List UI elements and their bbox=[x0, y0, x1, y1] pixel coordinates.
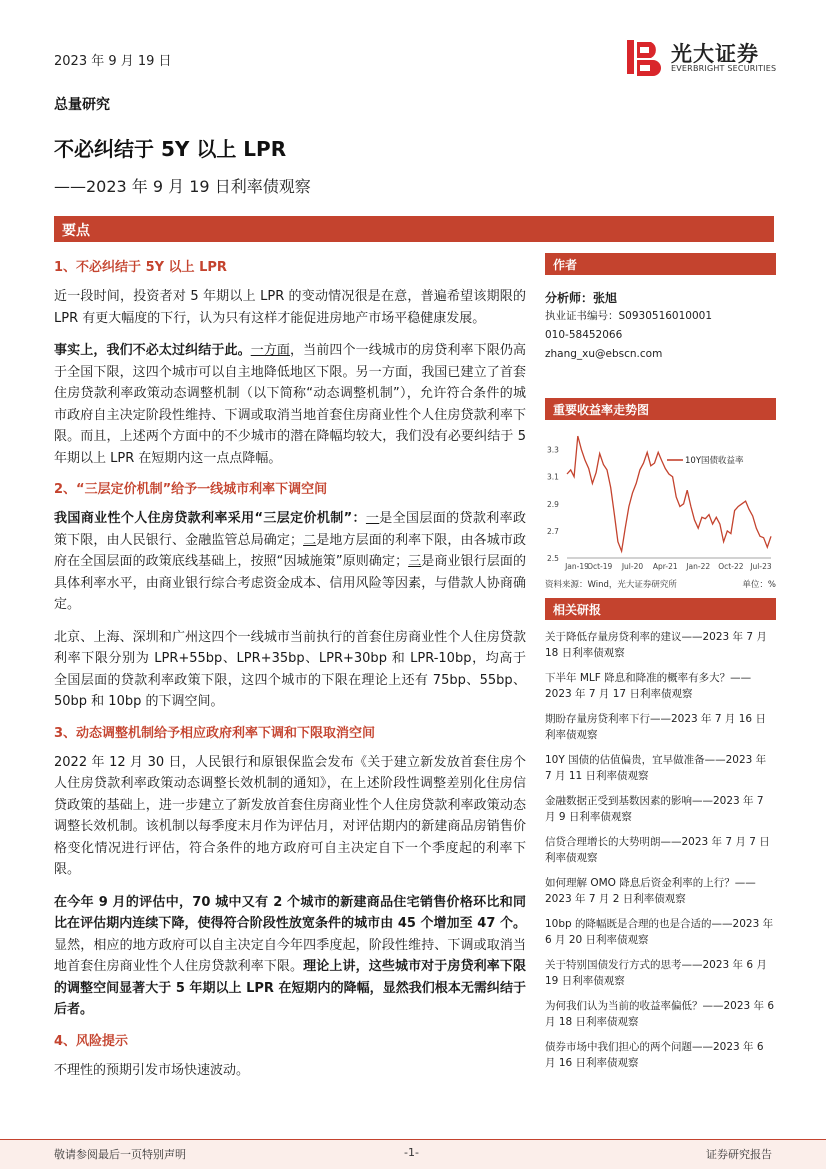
series-line-10y bbox=[567, 436, 771, 551]
related-report-link[interactable]: 金融数据正受到基数因素的影响——2023 年 7 月 9 日利率债观察 bbox=[545, 795, 764, 823]
text-run: 2022 年 12 月 30 日，人民银行和原银保监会发布《关于建立新发放首套住房个人住房贷款利率政策动态调整长效机制的通知》，在上述阶段性调整差别化住房信贷政策的基础上，进一步建立了新发放首套住房商业性个人住房贷款利率政策动态调整长效机制。该机制以每季度末月作为评估月，对评估期内的新建商品房销售价格变化情况进行评估，符合条件的地方政府可自主决定自下一个季度起的利率下限。 bbox=[54, 754, 526, 877]
related-report-link[interactable]: 信贷合理增长的大势明朗——2023 年 7 月 7 日利率债观察 bbox=[545, 836, 770, 864]
footer-disclaimer: 敬请参阅最后一页特别声明 bbox=[54, 1148, 186, 1161]
chart-source: 资料来源：Wind，光大证券研究所 bbox=[545, 580, 677, 590]
body-paragraph bbox=[54, 508, 526, 616]
company-logo bbox=[625, 38, 785, 78]
y-tick-label: 3.3 bbox=[547, 445, 559, 455]
body-paragraph bbox=[54, 752, 526, 881]
x-tick-label: Jan-19 bbox=[565, 562, 589, 571]
report-date: 2023 年 9 月 19 日 bbox=[54, 54, 172, 69]
x-tick-label: Oct-22 bbox=[718, 562, 744, 571]
y-tick-label: 2.5 bbox=[547, 554, 559, 563]
main-content bbox=[54, 258, 526, 1092]
related-report-link[interactable]: 关于降低存量房贷利率的建议——2023 年 7 月 18 日利率债观察 bbox=[545, 631, 767, 659]
underlined-text: 三 bbox=[408, 554, 422, 569]
page-number: -1- bbox=[404, 1146, 419, 1159]
underlined-text: 一 bbox=[365, 511, 380, 526]
y-tick-label: 2.7 bbox=[547, 526, 559, 536]
related-report-link[interactable]: 如何理解 OMO 降息后资金利率的上行？——2023 年 7 月 2 日利率债观察 bbox=[545, 877, 756, 905]
text-run: ，当前四个一线城市的房贷利率下限仍高于全国下限，这四个城市可以自主地降低地区下限。另一方面，我国已建立了首套住房贷款利率政策动态调整机制（以下简称“动态调整机制”），允许符合条件的城市政府自主决定阶段性维持、下调或取消当地首套住房商业性个人住房贷款利率下限。而且，上述两个方面中的不少城市的潜在降幅均较大，我们没有必要纠结于 5 年期以上 LPR 在短期内这一点点降幅。 bbox=[54, 343, 526, 466]
chart-area bbox=[545, 420, 776, 595]
yield-chart-panel bbox=[545, 398, 776, 595]
related-report-link[interactable]: 关于特别国债发行方式的思考——2023 年 6 月 19 日利率债观察 bbox=[545, 959, 767, 987]
text-run: 显然，相应的地方政府可以自主决定自今年四季度起，阶段性维持、下调或取消当地首套住房商业性个人住房贷款利率下限。 bbox=[54, 937, 526, 974]
body-paragraph bbox=[54, 627, 526, 713]
body-paragraph bbox=[54, 340, 526, 469]
logo-text-cn: 光大证券 bbox=[671, 42, 759, 66]
underlined-text: 二 bbox=[303, 532, 317, 548]
text-run: 是商业银行层面的具体利率水平，由商业银行综合考虑资金成本、信用风险等因素，与借款人协商确定。 bbox=[54, 554, 526, 612]
author-header: 作者 bbox=[545, 253, 776, 275]
text-run: 是全国层面的贷款利率政策下限，由人民银行、金融监管总局确定； bbox=[54, 511, 526, 548]
x-tick-label: Jan-22 bbox=[686, 562, 711, 571]
bold-text: 理论上讲，这些城市对于房贷利率下限的调整空间显著大于 5 年期以上 LPR 在短期内的降幅，显然我们根本无需纠结于后者。 bbox=[54, 959, 526, 1017]
chart-unit: 单位：% bbox=[742, 580, 776, 590]
related-reports-panel bbox=[545, 598, 776, 1071]
email-address: zhang_xu@ebscn.com bbox=[545, 348, 663, 360]
chart-header: 重要收益率走势图 bbox=[545, 398, 776, 420]
x-tick-label: Oct-19 bbox=[587, 562, 613, 571]
y-tick-label: 3.1 bbox=[547, 472, 559, 482]
section-heading: 2、“三层定价机制”给予一线城市利率下调空间 bbox=[54, 482, 328, 497]
section-heading: 1、不必纠结于 5Y 以上 LPR bbox=[54, 260, 227, 275]
y-tick-label: 2.9 bbox=[547, 499, 559, 509]
phone-number: 010-58452066 bbox=[545, 329, 623, 341]
report-subtitle: ——2023 年 9 月 19 日利率债观察 bbox=[54, 177, 311, 196]
x-tick-label: Jul-23 bbox=[750, 562, 772, 571]
section-heading: 4、风险提示 bbox=[54, 1033, 129, 1049]
report-title: 不必纠结于 5Y 以上 LPR bbox=[54, 137, 287, 161]
body-paragraph bbox=[54, 892, 526, 1021]
yield-line-chart bbox=[545, 420, 776, 575]
underlined-text: 一方面 bbox=[250, 343, 291, 358]
author-panel bbox=[545, 253, 776, 364]
key-points-label: 要点 bbox=[62, 223, 90, 239]
body-paragraph bbox=[54, 1060, 526, 1082]
related-report-link[interactable]: 10bp 的降幅既是合理的也是合适的——2023 年 6 月 20 日利率债观察 bbox=[545, 918, 774, 946]
logo-text-en: EVERBRIGHT SECURITIES bbox=[671, 64, 777, 73]
related-report-link[interactable]: 下半年 MLF 降息和降准的概率有多大？——2023 年 7 月 17 日利率债观察 bbox=[545, 672, 752, 700]
related-report-link[interactable]: 10Y 国债的估值偏贵，宜早做准备——2023 年 7 月 11 日利率债观察 bbox=[545, 754, 767, 782]
x-tick-label: Jul-20 bbox=[621, 562, 644, 571]
text-run: 北京、上海、深圳和广州这四个一线城市当前执行的首套住房商业性个人住房贷款利率下限分别为 LPR+55bp、LPR+35bp、LPR+30bp 和 LPR-10bp，均高于全国层面的贷款利率政策下限，这四个城市的下限在理论上还有 75bp、55bp、50bp 和 10bp 的下调空间。 bbox=[54, 629, 526, 709]
related-report-link[interactable]: 期盼存量房贷利率下行——2023 年 7 月 16 日利率债观察 bbox=[545, 713, 766, 741]
text-run: 近一段时间，投资者对 5 年期以上 LPR 的变动情况很是在意，普遍希望该期限的 LPR 有更大幅度的下行，认为只有这样才能促进房地产市场平稳健康发展。 bbox=[54, 289, 526, 326]
everbright-logo-icon bbox=[625, 38, 665, 78]
analyst-name: 分析师：张旭 bbox=[545, 291, 618, 305]
related-report-link[interactable]: 为何我们认为当前的收益率偏低？——2023 年 6 月 18 日利率债观察 bbox=[545, 1000, 775, 1028]
bold-text: 事实上，我们不必太过纠结于此。 bbox=[54, 343, 251, 358]
related-header: 相关研报 bbox=[545, 598, 776, 620]
key-points-bar bbox=[54, 216, 774, 242]
x-tick-label: Apr-21 bbox=[652, 562, 678, 571]
legend-label: 10Y国债收益率 bbox=[685, 456, 744, 466]
text-run: 不理性的预期引发市场快速波动。 bbox=[54, 1062, 250, 1078]
report-category: 总量研究 bbox=[54, 97, 110, 113]
related-report-link[interactable]: 债券市场中我们担心的两个问题——2023 年 6 月 16 日利率债观察 bbox=[545, 1041, 764, 1069]
body-paragraph bbox=[54, 286, 526, 329]
bold-text: 在今年 9 月的评估中，70 城中又有 2 个城市的新建商品住宅销售价格环比和同比在评估期内连续下降，使得符合阶段性放宽条件的城市由 45 个增加至 47 个。 bbox=[54, 894, 526, 931]
text-run: 是地方层面的利率下限，由各城市政府在全国层面的政策底线基础上，按照“因城施策”原则确定； bbox=[54, 532, 526, 569]
section-heading: 3、动态调整机制给予相应政府利率下调和下限取消空间 bbox=[54, 725, 376, 741]
footer-report-type: 证券研究报告 bbox=[706, 1148, 772, 1161]
license-number: 执业证书编号：S0930516010001 bbox=[545, 310, 713, 322]
bold-text: 我国商业性个人住房贷款利率采用“三层定价机制”： bbox=[54, 511, 366, 526]
